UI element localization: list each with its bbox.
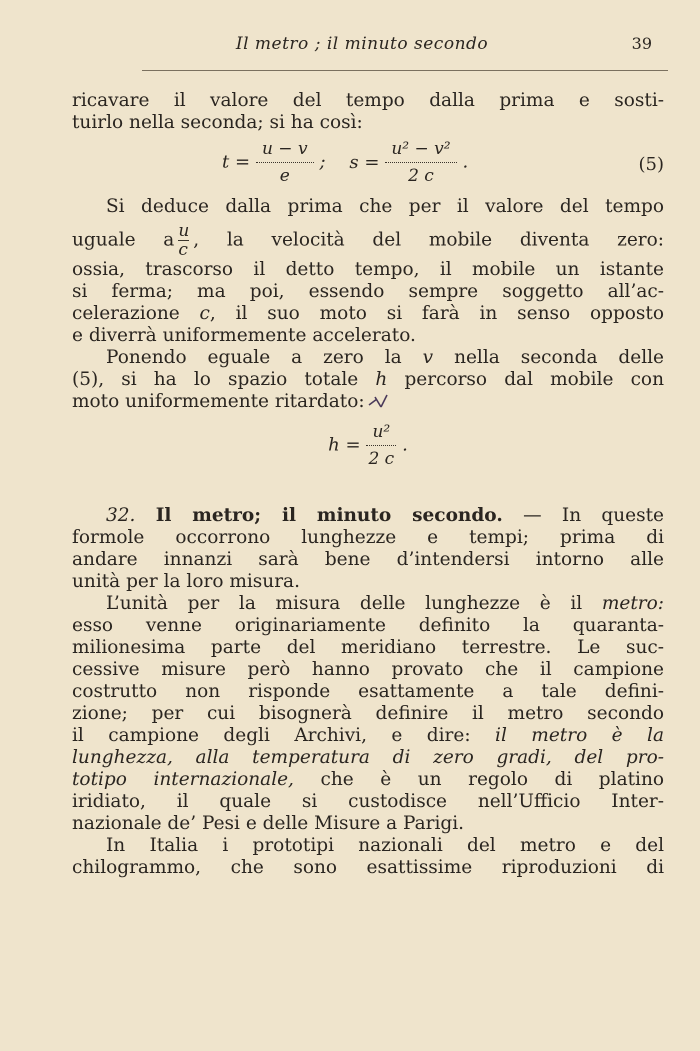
numerator: u² [372, 422, 391, 442]
equation-lhs: s = [349, 151, 380, 173]
equation-h [72, 421, 664, 477]
text-line [72, 303, 664, 325]
equation-lhs: t = [222, 151, 251, 173]
section-heading-line [72, 505, 664, 527]
spacer [72, 481, 664, 505]
text-line: Si deduce dalla prima che per il valore del tempo [106, 196, 664, 217]
text-fragment: celerazione [72, 303, 180, 324]
page-number: 39 [631, 34, 652, 53]
equation-5 [72, 134, 664, 196]
text-line: lunghezza, alla temperatura di zero gradi, del pro- [72, 747, 664, 768]
text-line: andare innanzi sarà bene d’intendersi intorno alle [72, 549, 664, 570]
text-line: zione; per cui bisognerà definire il metro secondo [72, 703, 664, 724]
text-line: costrutto non risponde esattamente a tale defini- [72, 681, 664, 702]
italic-symbol: v [422, 347, 434, 368]
period: . [462, 151, 469, 173]
text-line: chilogrammo, che sono esattissime riproduzioni di [72, 857, 664, 878]
text-line: esso venne originariamente definito la quaranta- [72, 615, 664, 636]
fraction-bar [366, 445, 396, 446]
text-line: e diverrà uniformemente accelerato. [72, 325, 416, 346]
section-title: Il metro; il minuto secondo. [155, 505, 503, 526]
text-line: cessive misure però hanno provato che il campione [72, 659, 664, 680]
text-line [72, 725, 664, 747]
numerator: u² − v² [391, 139, 451, 159]
separator: ; [319, 151, 326, 173]
text-line: unità per la loro misura. [72, 571, 300, 592]
text-fragment: (5), si ha lo spazio totale [72, 369, 359, 390]
text-line: ricavare il valore del tempo dalla prima e sosti- [72, 90, 664, 111]
text-line [72, 391, 664, 413]
text-line: iridiato, il quale si custodisce nell’Ufficio Inter- [72, 791, 664, 812]
italic-text: il metro è la [495, 725, 664, 746]
numerator: u [178, 221, 190, 241]
text-fragment: percorso dal mobile con [404, 369, 664, 390]
text-line: nazionale de’ Pesi e delle Misure a Parigi. [72, 813, 465, 834]
fraction-bar [256, 162, 314, 163]
denominator: 2 c [408, 166, 434, 186]
text-fragment: che è un regolo di platino [320, 769, 664, 790]
body-text [72, 90, 664, 879]
page-header [72, 34, 668, 62]
fraction-bar [385, 162, 456, 163]
text-fragment: , il suo moto si farà in senso opposto [209, 303, 664, 324]
text-line: formole occorrono lunghezze e tempi; prima di [72, 527, 664, 548]
italic-symbol: h [375, 369, 388, 390]
section-number: 32. [106, 505, 136, 526]
text-line: In Italia i prototipi nazionali del metro e del [106, 835, 664, 856]
text-line [72, 769, 664, 791]
text-fragment: L’unità per la misura delle lunghezze è il [106, 593, 583, 614]
denominator: e [279, 166, 290, 186]
text-fragment: Ponendo eguale a zero la [106, 347, 402, 368]
running-title: Il metro ; il minuto secondo [235, 34, 489, 54]
text-fragment: uguale a [72, 229, 175, 251]
numerator: u − v [261, 139, 308, 159]
text-fragment: nella seconda delle [454, 347, 664, 368]
italic-symbol: c [199, 303, 210, 324]
text-line: milionesima parte del meridiano terrestre. Le suc- [72, 637, 664, 658]
text-fragment: , la velocità del mobile diventa zero: [193, 229, 664, 251]
text-line [72, 593, 664, 615]
handwritten-mark-icon [365, 393, 395, 411]
text-fragment: — In queste [523, 505, 664, 526]
text-line [72, 369, 664, 391]
text-line: ossia, trascorso il detto tempo, il mobile un istante [72, 259, 664, 280]
equation-number: (5) [638, 154, 664, 175]
fraction [385, 138, 456, 187]
italic-text: totipo internazionale, [72, 769, 294, 790]
fraction [366, 421, 396, 470]
text-line [72, 347, 664, 369]
denominator: 2 c [368, 449, 395, 469]
text-fragment: moto uniformemente ritardato: [72, 391, 365, 412]
inline-fraction [178, 222, 189, 259]
header-rule [142, 70, 668, 71]
text-line [72, 222, 664, 259]
denominator: c [178, 240, 188, 260]
italic-term: metro: [601, 593, 664, 614]
fraction [256, 138, 314, 187]
text-line: si ferma; ma poi, essendo sempre soggetto all’ac- [72, 281, 664, 302]
period: . [402, 434, 408, 456]
equation-lhs: h = [328, 434, 361, 456]
text-fragment: il campione degli Archivi, e dire: [72, 725, 471, 746]
text-line: tuirlo nella seconda; si ha così: [72, 112, 363, 133]
